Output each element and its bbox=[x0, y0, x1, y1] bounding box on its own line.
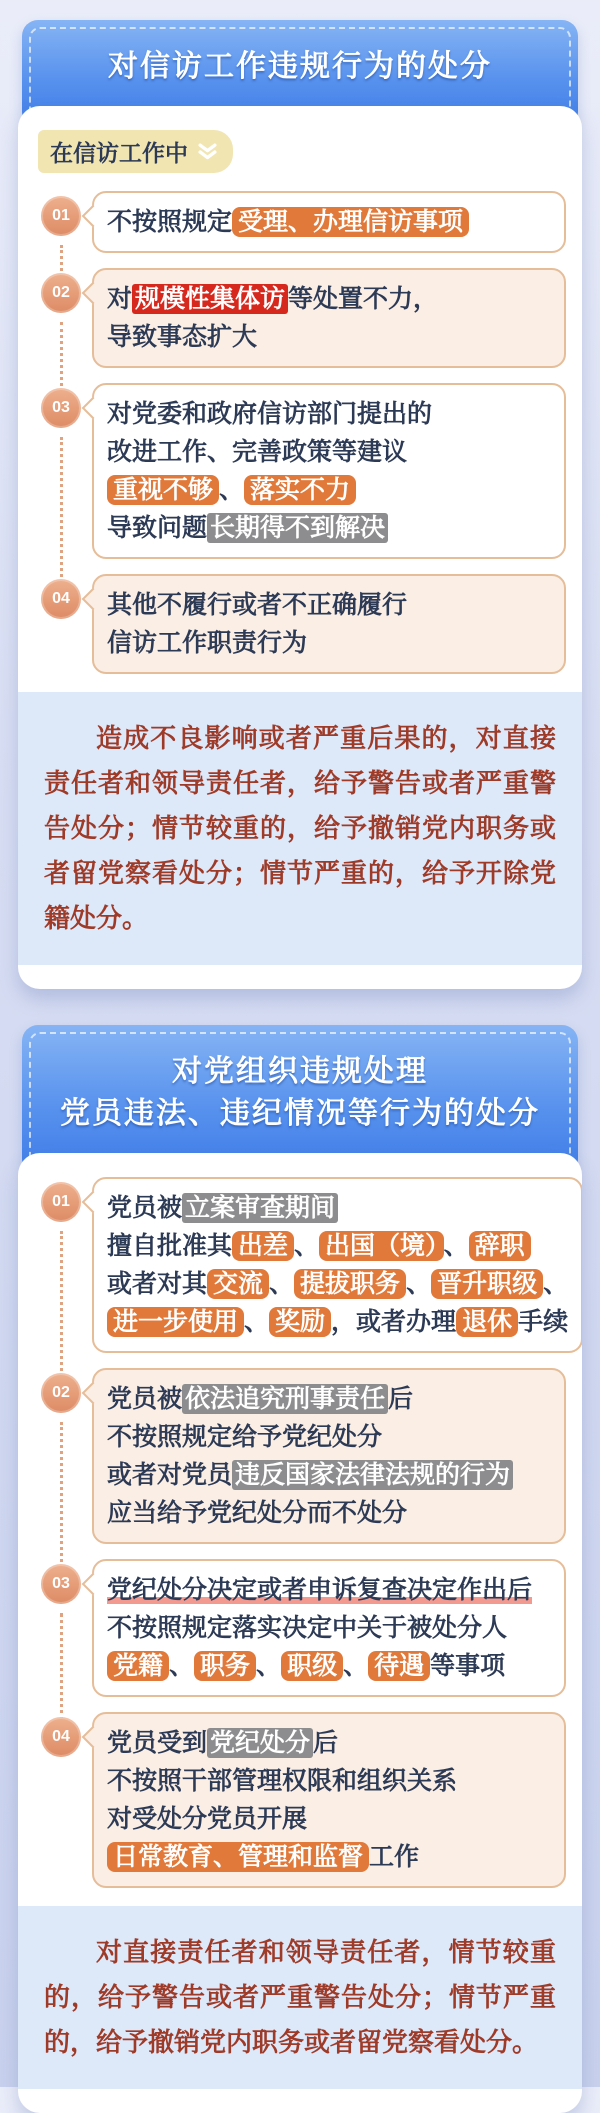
section-card bbox=[0, 20, 600, 989]
item-connector-dots bbox=[60, 1613, 63, 1721]
section-title bbox=[34, 46, 566, 88]
item-connector-dots bbox=[60, 1422, 63, 1568]
item-bubble bbox=[92, 191, 566, 253]
item-bubble bbox=[92, 574, 566, 674]
item-row bbox=[30, 268, 566, 368]
item-left-rail bbox=[30, 574, 92, 674]
item-number-badge: 03 bbox=[41, 1564, 81, 1604]
item-connector-dots bbox=[60, 437, 63, 583]
item-row bbox=[30, 1559, 566, 1697]
section-card bbox=[0, 1025, 600, 2113]
item-number-badge: 03 bbox=[41, 388, 81, 428]
text-highlight-underline: 党纪处分决定或者申诉复查决定作出后 bbox=[107, 1576, 533, 1604]
text-segment: 党员受到 bbox=[107, 1729, 208, 1757]
text-highlight-orange: 辞职 bbox=[469, 1231, 531, 1261]
text-highlight-gray: 党纪处分 bbox=[207, 1728, 313, 1758]
text-segment: 等处置不力， bbox=[288, 285, 439, 313]
section-title-line: 对党组织违规处理 bbox=[172, 1055, 428, 1088]
section-body bbox=[18, 106, 582, 989]
item-row bbox=[30, 383, 566, 559]
item-number-badge: 01 bbox=[41, 196, 81, 236]
text-segment: 对受处分党员开展 bbox=[107, 1805, 308, 1833]
item-text-line bbox=[107, 471, 551, 509]
summary-text: 造成不良影响或者严重后果的，对直接责任者和领导责任者，给予警告或者严重警告处分；情节较重的，给予撤销党内职务或者留党察看处分；情节严重的，给予开除党籍处分。 bbox=[44, 723, 556, 933]
item-text-line bbox=[107, 280, 551, 318]
item-connector-dots bbox=[60, 322, 63, 392]
text-highlight-orange: 退休 bbox=[456, 1307, 518, 1337]
text-segment: 、 bbox=[443, 1232, 469, 1260]
text-segment: 党员被 bbox=[107, 1385, 183, 1413]
text-highlight-orange: 受理、办理信访事项 bbox=[232, 207, 469, 237]
summary-text: 对直接责任者和领导责任者，情节较重的，给予警告或者严重警告处分；情节严重的，给予撤销党内职务或者留党察看处分。 bbox=[44, 1937, 556, 2057]
item-number-badge: 04 bbox=[41, 579, 81, 619]
text-segment: 不按照干部管理权限和组织关系 bbox=[107, 1767, 458, 1795]
item-left-rail bbox=[30, 268, 92, 368]
item-text-line bbox=[107, 1800, 551, 1838]
double-chevron-down-icon bbox=[197, 143, 218, 160]
text-segment: 导致问题 bbox=[107, 514, 208, 542]
item-row bbox=[30, 574, 566, 674]
text-highlight-orange: 交流 bbox=[207, 1269, 269, 1299]
text-highlight-gray: 依法追究刑事责任 bbox=[182, 1384, 388, 1414]
text-highlight-gray: 长期得不到解决 bbox=[207, 513, 388, 543]
item-row bbox=[30, 1177, 569, 1353]
summary-panel bbox=[18, 692, 582, 965]
item-text-line bbox=[107, 586, 551, 624]
text-highlight-orange: 提拔职务 bbox=[294, 1269, 406, 1299]
item-row bbox=[30, 191, 566, 253]
text-segment: 擅自批准其 bbox=[107, 1232, 233, 1260]
item-text-line bbox=[107, 1724, 551, 1762]
text-segment: 不按照规定给予党纪处分 bbox=[107, 1423, 383, 1451]
text-segment: 或者对其 bbox=[107, 1270, 208, 1298]
text-segment: 后 bbox=[313, 1729, 339, 1757]
text-segment: 其他不履行或者不正确履行 bbox=[107, 591, 408, 619]
item-text-line bbox=[107, 203, 551, 241]
summary-panel bbox=[18, 1906, 582, 2089]
text-segment: 后 bbox=[388, 1385, 414, 1413]
text-segment: 党员被 bbox=[107, 1194, 183, 1222]
text-highlight-orange: 党籍 bbox=[107, 1651, 169, 1681]
item-bubble bbox=[92, 383, 566, 559]
item-bubble bbox=[92, 1712, 566, 1888]
item-number-badge: 02 bbox=[41, 273, 81, 313]
item-bubble bbox=[92, 1368, 566, 1544]
text-highlight-orange: 出差 bbox=[232, 1231, 294, 1261]
item-row bbox=[30, 1368, 566, 1544]
item-text-line bbox=[107, 1418, 551, 1456]
text-highlight-gray: 立案审查期间 bbox=[182, 1193, 338, 1223]
item-text-line bbox=[107, 1571, 551, 1609]
item-bubble bbox=[92, 1559, 566, 1697]
context-tag bbox=[38, 130, 233, 173]
text-segment: 、 bbox=[256, 1652, 282, 1680]
text-segment: 导致事态扩大 bbox=[107, 323, 258, 351]
item-text-line bbox=[107, 624, 551, 662]
item-number-badge: 01 bbox=[41, 1182, 81, 1222]
text-segment: 或者对党员 bbox=[107, 1461, 233, 1489]
item-connector-dots bbox=[60, 1231, 63, 1377]
text-segment: 改进工作、完善政策等建议 bbox=[107, 438, 408, 466]
item-left-rail bbox=[30, 191, 92, 253]
text-highlight-orange: 职务 bbox=[194, 1651, 256, 1681]
text-segment: 、 bbox=[244, 1308, 270, 1336]
section-title-line: 党员违法、违纪情况等行为的处分 bbox=[60, 1097, 540, 1130]
text-segment: 、 bbox=[169, 1652, 195, 1680]
text-segment: 信访工作职责行为 bbox=[107, 629, 308, 657]
item-text-line bbox=[107, 1647, 551, 1685]
item-bubble bbox=[92, 268, 566, 368]
text-segment: 、 bbox=[219, 476, 245, 504]
item-text-line bbox=[107, 1762, 551, 1800]
text-highlight-orange: 出国（境） bbox=[319, 1231, 444, 1261]
item-number-badge: 04 bbox=[41, 1717, 81, 1757]
item-text-line bbox=[107, 1609, 551, 1647]
text-segment: 、 bbox=[406, 1270, 432, 1298]
item-text-line bbox=[107, 433, 551, 471]
item-text-line bbox=[107, 1227, 568, 1265]
text-segment: 、 bbox=[543, 1270, 569, 1298]
text-highlight-orange: 奖励 bbox=[269, 1307, 331, 1337]
text-segment: 不按照规定落实决定中关于被处分人 bbox=[107, 1614, 508, 1642]
item-text-line bbox=[107, 1494, 551, 1532]
text-segment: ，或者办理 bbox=[331, 1308, 457, 1336]
item-text-line bbox=[107, 1189, 568, 1227]
item-row bbox=[30, 1712, 566, 1888]
item-text-line bbox=[107, 1456, 551, 1494]
text-segment: 、 bbox=[343, 1652, 369, 1680]
text-highlight-red: 规模性集体访 bbox=[132, 284, 288, 314]
section-title bbox=[34, 1051, 566, 1135]
text-segment: 、 bbox=[294, 1232, 320, 1260]
item-text-line bbox=[107, 1380, 551, 1418]
item-text-line bbox=[107, 1303, 568, 1341]
item-number-badge: 02 bbox=[41, 1373, 81, 1413]
text-segment: 对党委和政府信访部门提出的 bbox=[107, 400, 433, 428]
text-highlight-orange: 重视不够 bbox=[107, 475, 219, 505]
context-tag-label: 在信访工作中 bbox=[50, 140, 188, 166]
text-highlight-orange: 待遇 bbox=[368, 1651, 430, 1681]
item-text-line bbox=[107, 395, 551, 433]
section-title-line: 对信访工作违规行为的处分 bbox=[108, 50, 492, 83]
text-segment: 不按照规定 bbox=[107, 208, 233, 236]
item-text-line bbox=[107, 1838, 551, 1876]
item-text-line bbox=[107, 1265, 568, 1303]
text-segment: 工作 bbox=[369, 1843, 420, 1871]
text-segment: 应当给予党纪处分而不处分 bbox=[107, 1499, 408, 1527]
item-left-rail bbox=[30, 1559, 92, 1697]
items-list bbox=[18, 1153, 582, 1906]
items-list bbox=[18, 106, 582, 692]
text-segment: 手续 bbox=[518, 1308, 569, 1336]
section-body bbox=[18, 1153, 582, 2113]
text-segment: 、 bbox=[269, 1270, 295, 1298]
text-highlight-orange: 晋升职级 bbox=[431, 1269, 543, 1299]
text-highlight-orange: 进一步使用 bbox=[107, 1307, 244, 1337]
text-highlight-gray: 违反国家法律法规的行为 bbox=[232, 1460, 513, 1490]
item-text-line bbox=[107, 509, 551, 547]
text-highlight-orange: 职级 bbox=[281, 1651, 343, 1681]
text-highlight-orange: 日常教育、管理和监督 bbox=[107, 1842, 369, 1872]
text-segment: 对 bbox=[107, 285, 133, 313]
item-text-line bbox=[107, 318, 551, 356]
text-highlight-orange: 落实不力 bbox=[244, 475, 356, 505]
text-segment: 等事项 bbox=[430, 1652, 506, 1680]
item-bubble bbox=[92, 1177, 582, 1353]
